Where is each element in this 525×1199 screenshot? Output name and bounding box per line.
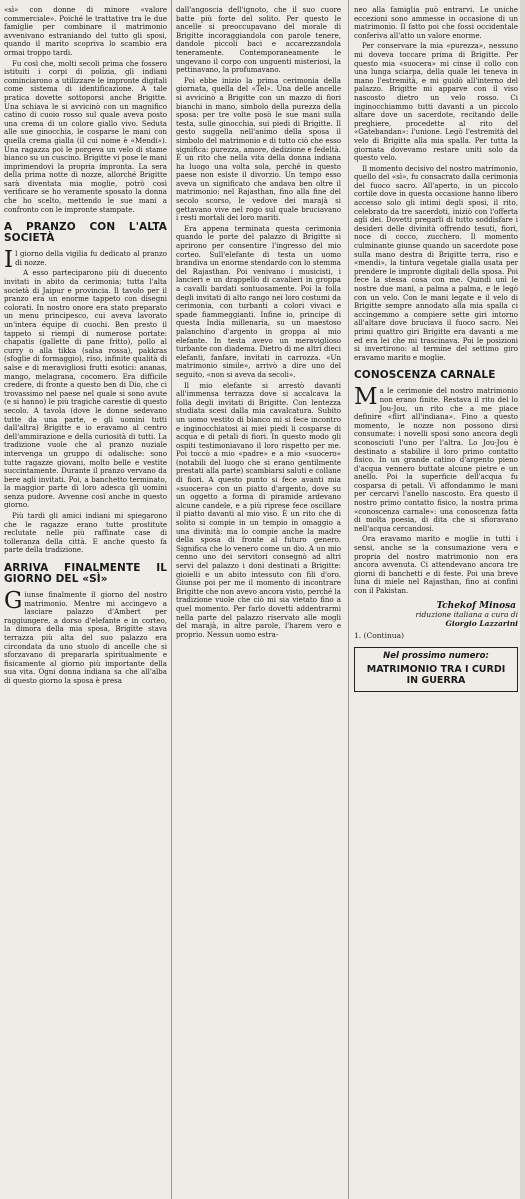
paragraph: Fu così che, molti secoli prima che fossero istituiti i corpi di polizia, gli indiani cominciarono a utilizzare le impronte digitali come sistema di identificazione. A tale pratica dovette sottoporsi anche Brigitte. Una schiava le si avvicinò con un magnifico catino di cuoio rosso sul quale aveva posto una crema di un colore giallo vivo. Seduta alle sue ginocchia, le cosparse le mani con quella crema gialla (il cui nome è «Mendi»). Una ragazza poi le porgeva un velo di stame bianco su un cuscino. Brigitte vi pose le mani imprimendovi la propria impronta. La sera della prima notte di nozze, allorché Brigitte sarà diventata mia moglie, potrò così verificare se ho veramente sposato la donna che ho scelto, mettendo le sue mani a confronto con le impronte stampate. (4, 58, 167, 214)
column-3 (354, 6, 518, 1196)
paragraph: Ma le cerimonie del nostro matrimonio non erano finite. Restava il rito del lo Jou-Jou, un rito che a me piace definire «flirt all'indiana». Fino a questo momento, le nozze non possono dirsi consumate: i novelli sposi sono ancora degli sconosciuti l'uno per l'altra. Lo Jou-Jou è destinato a stabilire il loro primo contatto fisico. In un grande catino d'argento pieno d'acqua vennero buttate alcune pietre e un anello. Poi la superficie dell'acqua fu cosparsa di petali. Vi affondammo le mani per cercarvi l'anello nascosto. Era questo il nostro primo contatto fisico, la nostra prima «conoscenza carnale»: una conoscenza fatta di molta poesia, di dita che si sfioravano nell'acqua cercandosi. (354, 384, 518, 533)
section-heading: CONOSCENZA CARNALE (354, 369, 496, 382)
paragraph: dall'angoscia dell'ignoto, che il suo cuore batte più forte del solito. Per questo le ancelle si preoccupavano del morale di Brigitte incoraggiandola con parole tenere, dandole piccoli baci e accarezzandola teneramente. Contemporaneamente le ungevano il corpo con unguenti misteriosi, la pettinavano, la profumavano. (176, 6, 341, 75)
translator-name: Giorgio Lazzarini (445, 618, 518, 628)
paragraph: Il momento decisivo del nostro matrimonio, quello del «sì», fu consacrato dalla cerimonia del fuoco sacro. All'aperto, in un piccolo cortile dove in questa occasione hanno libero accesso solo gli intimi degli sposi, il rito, celebrato da tre sacerdoti, iniziò con l'offerta agli dei. Dovetti pregarli di tutto soddisfare i desideri delle divinità offrendo tesuti, fiori, noce di cocco, zucchero. Il momento culminante giunse quando un sacerdote pose sulla mano destra di Brigitte terra, riso e «mendi», la tintura vegetale gialla usata per prendere le impronte digitali della sposa. Poi fece la stessa cosa con me. Quindi unì le nostre due mani, a palma a palma, e le legò con un velo. Con le mani legate e il velo di Brigitte sempre annodato alla mia spalla ci accingemmo a compiere sette giri intorno all'altare dove bruciava il fuoco sacro. Nei primi quattro giri Brigitte era davanti a me ed era lei che mi trascinava. Poi le posizioni si invertirono: al termine del settimo giro eravamo marito e moglie. (354, 163, 518, 362)
paragraph: Poi ebbe inizio la prima cerimonia della giornata, quella del «Tel». Una delle ancelle si avvicinò a Brigitte con un mazzo di fiori bianchi in mano, simbolo della purezza della sposa: per tre volte posò le sue mani sulla testa, sulle ginocchia, sui piedi di Brigitte. Il gesto suggella nell'animo della sposa il simbolo del matrimonio e di tutto ciò che esso significa: purezza, amore, dedizione e fedeltà. È un rito che nella vita della donna indiana ha luogo una volta sola, perché in questo paese non esiste il divorzio. Un tempo esso aveva un significato che andava ben oltre il matrimonio: nel Rajasthan, fino alla fine del secolo scorso, le vedove dei marajà si gettavano vive nel rogo sul quale bruciavano i resti mortali dei loro mariti. (176, 75, 341, 223)
paragraph: Ora eravamo marito e moglie in tutti i sensi, anche se la consumazione vera e propria del nostro matrimonio non era ancora avvenuta. Ci attendevano ancora tre giorni di banchetti e di feste. Poi una breve luna di miele nel Rajasthan, fino ai confini con il Pakistan. (354, 534, 518, 595)
section-heading: A PRANZO CON L'ALTA SOCIETÀ (4, 221, 167, 245)
paragraph: Il mio elefante si arrestò davanti all'immensa terrazza dove si accalcava la folla degli invitati di Brigitte. Con lentezza studiata scesi dalla mia cavalcatura. Subito un uomo vestito di bianco mi si fece incontro e inginocchiatosi ai miei piedi li cosparse di acqua e di petali di fiori. In questo modo gli ospiti testimoniavano il loro rispetto per me. Poi toccò a mio «padre» e a mio «suocero» (notabili del luogo che si erano gentilmente prestati alla parte) scambiarsi saluti e collane di fiori. A questo punto si fece avanti mia «suocera» con un piatto d'argento, dove su un oggetto a forma di piramide ardevano alcune candele, e a più riprese fece oscillare il piatto davanti al mio viso. È un rito che di solito si compie in un tempio in omaggio a una divinità: ma lo compie anche la madre della sposa di fronte al futuro genero. Significa che lo venero come un dio. A un mio cenno uno dei servitori consegnò ad altri servi del palazzo i doni destinati a Brigitte: gioielli e un abito intessuto con fili d'oro. Giunse poi per me il momento di incontrare Brigitte che non avevo ancora visto, perché la tradizione vuole che ciò mi sia vietato fino a quel momento. Per farlo dovetti addentrarmi nella parte del palazzo riservato alle mogli del marajà, in altre parole, l'harem vero e proprio. Nessun uomo estra- (176, 380, 341, 639)
paragraph: neo alla famiglia può entrarvi. Le uniche eccezioni sono ammesse in occasione di un matrimonio. Il fatto poi che fossi occidentale conferiva all'atto un valore enorme. (354, 6, 518, 40)
paragraph: Più tardi gli amici indiani mi spiegarono che le ragazze erano tutte prostitute reclutate nelle più raffinate case di tolleranza della città. E anche questo fa parte della tradizione. (4, 511, 167, 555)
page-edge (520, 0, 525, 1199)
next-issue-box (354, 647, 518, 692)
paragraph: Giunse finalmente il giorno del nostro matrimonio. Mentre mi accingevo a lasciare palazzo d'Ambert per raggiungere, a dorso d'elefante e in corteo, la dimora della mia sposa, Brigitte stava terrazza più alta del suo palazzo era circondata da uno stuolo di ancelle che si sforzavano di prepararla spiritualmente e fisicamente al giorno più importante della sua vita. Ogni donna indiana sa che all'alba di questo giorno la sposa è presa (4, 588, 167, 685)
paragraph: A esso parteciparono più di duecento invitati in abito da cerimonia; tutta l'alta società di Jaipur e provincia. Il tavolo per il pranzo era un enorme tappeto con disegni colorati. In nostro onore era stato preparato un menu principesco, cui aveva lavorato un'intera équipe di cuochi. Ben presto il tappeto si riempì di numerose portate: chapatis (gallette di pane fritto), pollo al curry o alla tikka (salsa rossa), pakkras (sfoglie di formaggio), riso, infinite qualità di salse e di meravigliosi frutti esotici: ananas, mango, melagrana, cocomero. Era difficile credere, di fronte a questo ben di Dio, che ci trovassimo nel paese nel quale si sono avute (e si hanno) le più tragiche carestie di questo secolo. A tavola (dove le donne sedevano tutte da una parte, e gli uomini tutti dall'altra) Brigitte e io eravamo al centro dell'ammirazione e della curiosità di tutti. La tradizione vuole che al pranzo nuziale intervenga un gruppo di odalische: sono tutte ragazze giovani, molto belle e vestite succintamente. Durante il pranzo vervano da bere agli invitati. Poi, a banchetto terminato, la maggior parte di loro adesca gli uomini senza pudore. Avvenne così anche in questo giorno. (4, 268, 167, 510)
section-heading: ARRIVA FINALMENTE IL GIORNO DEL «SÌ» (4, 562, 167, 586)
column-divider (171, 0, 172, 1199)
paragraph: Per conservare la mia «purezza», nessuno mi doveva toccare prima di Brigitte. Per questo mia «suocera» mi cinse il collo con una lunga sciarpa, della quale lei teneva in mano l'estremità, e mi guidò all'interno del palazzo. Brigitte mi apparve con il viso nascosto dietro un velo rosso. Ci inginocchiammo tutti davanti a un piccolo altare dove un sacerdote, recitando delle preghiere, procedette al rito del «Gatebandan»: l'unione. Legò l'estremità del velo di Brigitte alla mia spalla. Per tutta la giornata dovevamo restare uniti solo da questo velo. (354, 41, 518, 163)
paragraph: «sì» con donne di minore «valore commerciale». Poiché le trattative tra le due famiglie per combinare il matrimonio avvenivano estraniando del tutto gli sposi, quando il marito scopriva lo scambio era ormai troppo tardi. (4, 6, 167, 57)
drop-cap: I (4, 247, 14, 274)
drop-cap: M (354, 384, 378, 411)
next-issue-title: MATRIMONIO TRA I CURDI IN GUERRA (366, 663, 506, 686)
column-divider (348, 0, 349, 1199)
translation-credit: riduzione italiana a cura di Giorgio Lazzarini (415, 610, 518, 628)
paragraph: Era appena terminata questa cerimonia quando le porte del palazzo di Brigitte si aprirono per consentire l'ingresso del mio corteo. Sull'elefante di testa un uomo brandiva un enorme stendardo con lo stemma del Rajasthan. Poi venivano i musicisti, i lancieri e un drappello di cavalieri in groppa a cavalli bardati sontuosamente. Poi la folla degli invitati di alto rango nei loro costumi da cerimonia, con turbanti a colori vivaci e spade fiammeggianti. Infine io, principe di questa India millenaria, su un maestoso palanchino d'argento in groppa al mio elefante. In testa avevo un meraviglioso turbante con diadema. Dietro di me altri dieci elefanti, fanfare, invitati in carrozza. «Un matrimonio simile», arrivò a dire uno del seguito, «non si aveva da secoli». (176, 223, 341, 379)
column-2 (176, 6, 341, 1196)
author-signature: Tchekof Minosa (436, 600, 516, 611)
paragraph: Il giorno della vigilia fu dedicato al pranzo di nozze. (4, 247, 167, 274)
continued-note: 1. (Continua) (354, 631, 405, 641)
column-1 (4, 6, 167, 1196)
next-issue-label: Nel prossimo numero: (383, 650, 489, 661)
drop-cap: G (4, 588, 23, 615)
